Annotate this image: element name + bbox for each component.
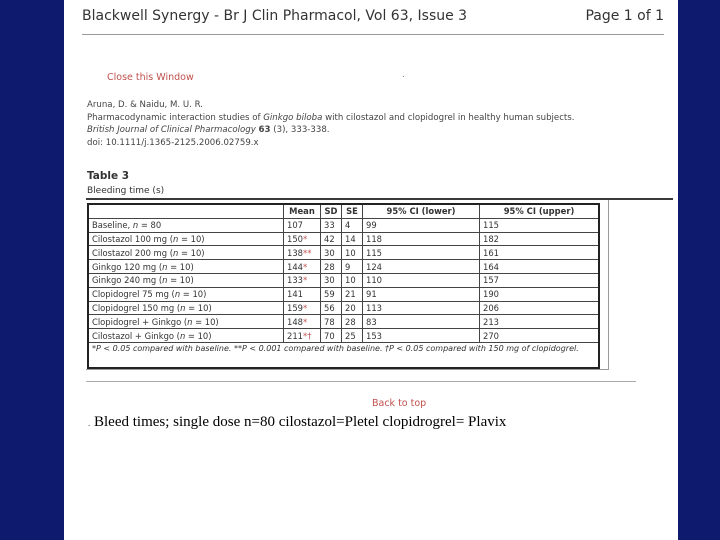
significance-mark: ** [303, 247, 312, 258]
row-label-n: n [179, 330, 186, 341]
header-cell: SE [342, 204, 363, 218]
significance-mark: * [303, 275, 308, 286]
back-to-top-link[interactable]: Back to top [372, 398, 427, 409]
table-footnote-row [88, 342, 599, 368]
row-label-text: Cilostazol 200 mg ( [92, 247, 173, 258]
sd-cell: 30 [321, 273, 342, 287]
ci-upper-cell: 182 [480, 232, 600, 246]
header-cell: Mean [284, 204, 321, 218]
mean-value: 159 [287, 302, 303, 313]
ci-upper-cell: 164 [480, 260, 600, 274]
row-label-text: Clopidogrel 150 mg ( [92, 302, 181, 313]
mean-cell [284, 273, 321, 287]
sd-cell: 28 [321, 260, 342, 274]
page-number: Page 1 of 1 [585, 8, 664, 24]
mean-cell [284, 287, 321, 301]
row-label-n: n [172, 233, 179, 244]
row-label-n: n [187, 316, 193, 327]
sd-cell: 33 [321, 218, 342, 232]
se-cell: 28 [342, 315, 363, 329]
row-label-text: = 10) [180, 289, 207, 300]
row-label-n: n [162, 275, 168, 286]
bleeding-time-table [87, 203, 600, 369]
mean-cell [284, 218, 321, 232]
citation-volume: 63 [258, 125, 271, 136]
ci-lower-cell: 118 [363, 232, 480, 246]
citation-pages: (3), 333-338. [270, 125, 330, 136]
se-cell: 4 [342, 218, 363, 232]
row-label-text: = 10) [192, 316, 219, 327]
row-label-text: = 10) [167, 275, 194, 286]
citation-journal-line [87, 124, 672, 137]
mean-cell [284, 329, 321, 343]
row-label-text: Cilostazol 100 mg ( [92, 233, 173, 244]
citation-journal: British Journal of Clinical Pharmacology [87, 125, 256, 136]
header-title: Blackwell Synergy - Br J Clin Pharmacol, Vol 63, Issue 3 [82, 8, 468, 24]
citation-title-part: with cilostazol and clopidogrel in healthy human subjects. [322, 112, 575, 123]
header-cell: 95% CI (upper) [480, 204, 600, 218]
se-cell: 10 [342, 273, 363, 287]
row-label-text: = 80 [138, 220, 162, 231]
table-body [88, 218, 599, 342]
significance-mark: * [303, 316, 308, 327]
row-label [88, 260, 284, 274]
citation-title [87, 112, 672, 125]
table-row [88, 273, 599, 287]
row-label-text: = 10) [185, 302, 212, 313]
row-label-text: Clopidogrel 75 mg ( [92, 289, 175, 300]
significance-mark: * [303, 233, 308, 244]
citation-title-italic: Ginkgo biloba [263, 112, 323, 123]
document-page [64, 0, 678, 540]
page-header [82, 6, 664, 35]
citation-authors: Aruna, D. & Naidu, M. U. R. [87, 100, 204, 110]
ci-lower-cell: 113 [363, 301, 480, 315]
row-label-n: n [172, 247, 179, 258]
mean-value: 144 [287, 261, 303, 272]
slide-caption [88, 414, 506, 431]
mean-value: 107 [287, 220, 303, 231]
se-cell: 14 [342, 232, 363, 246]
row-label-text: = 10) [167, 261, 194, 272]
sd-cell: 59 [321, 287, 342, 301]
ci-upper-cell: 161 [480, 246, 600, 260]
se-cell: 20 [342, 301, 363, 315]
caption-dot: . [88, 418, 91, 428]
sd-cell: 78 [321, 315, 342, 329]
row-label [88, 329, 284, 343]
table-footnote: *P < 0.05 compared with baseline. **P < 0.001 compared with baseline. †P < 0.05 compared with 150 mg of clopidogrel. [88, 342, 599, 368]
se-cell: 25 [342, 329, 363, 343]
ci-upper-cell: 270 [480, 329, 600, 343]
mean-value: 138 [287, 247, 303, 258]
row-label-text: Clopidogrel + Ginkgo ( [92, 316, 188, 327]
ci-lower-cell: 83 [363, 315, 480, 329]
significance-mark: * [303, 261, 308, 272]
row-label [88, 301, 284, 315]
row-label-text: Ginkgo 120 mg ( [92, 261, 163, 272]
ci-lower-cell: 91 [363, 287, 480, 301]
ci-upper-cell: 213 [480, 315, 600, 329]
close-window-link[interactable]: Close this Window [107, 72, 194, 83]
header-cell: SD [321, 204, 342, 218]
row-label-text: Baseline, [92, 220, 133, 231]
se-cell: 21 [342, 287, 363, 301]
row-label [88, 246, 284, 260]
ci-upper-cell: 157 [480, 273, 600, 287]
table-row [88, 301, 599, 315]
significance-mark: *† [303, 330, 312, 341]
table-row [88, 246, 599, 260]
table-row [88, 218, 599, 232]
ci-lower-cell: 115 [363, 246, 480, 260]
table-row [88, 315, 599, 329]
citation-title-part: Pharmacodynamic interaction studies of [87, 112, 264, 123]
row-label [88, 232, 284, 246]
row-label-text: Ginkgo 240 mg ( [92, 275, 163, 286]
sd-cell: 70 [321, 329, 342, 343]
table-row [88, 260, 599, 274]
mean-cell [284, 315, 321, 329]
row-label-n: n [180, 302, 186, 313]
header-cell [88, 204, 284, 218]
mean-cell [284, 232, 321, 246]
row-label-text: = 10) [185, 330, 212, 341]
mean-value: 211 [287, 330, 303, 341]
row-label-n: n [162, 261, 168, 272]
table-row [88, 329, 599, 343]
mean-value: 150 [287, 233, 303, 244]
sd-cell: 42 [321, 232, 342, 246]
citation-block [87, 99, 672, 149]
se-cell: 10 [342, 246, 363, 260]
mean-value: 141 [287, 289, 303, 300]
row-label [88, 315, 284, 329]
se-cell: 9 [342, 260, 363, 274]
row-label-n: n [174, 289, 181, 300]
divider [86, 381, 636, 382]
table-header-row [88, 204, 599, 218]
ci-lower-cell: 99 [363, 218, 480, 232]
table-frame [86, 200, 609, 370]
header-cell: 95% CI (lower) [363, 204, 480, 218]
row-label [88, 273, 284, 287]
table-row [88, 232, 599, 246]
stray-dot: . [402, 70, 405, 80]
ci-upper-cell: 190 [480, 287, 600, 301]
citation-doi: doi: 10.1111/j.1365-2125.2006.02759.x [87, 137, 259, 148]
mean-cell [284, 246, 321, 260]
ci-lower-cell: 110 [363, 273, 480, 287]
row-label-n: n [132, 220, 139, 231]
row-label [88, 287, 284, 301]
caption-text: Bleed times; single dose n=80 cilostazol=Pletel clopidrogrel= Plavix [94, 414, 507, 430]
row-label-text: = 10) [178, 247, 205, 258]
mean-cell [284, 301, 321, 315]
mean-value: 133 [287, 275, 303, 286]
significance-mark: * [303, 302, 308, 313]
row-label-text: = 10) [178, 233, 205, 244]
table-title: Table 3 [87, 170, 130, 182]
row-label [88, 218, 284, 232]
mean-value: 148 [287, 316, 303, 327]
table-subtitle: Bleeding time (s) [87, 186, 165, 196]
ci-lower-cell: 124 [363, 260, 480, 274]
mean-cell [284, 260, 321, 274]
table-row [88, 287, 599, 301]
row-label-text: Cilostazol + Ginkgo ( [92, 330, 180, 341]
ci-upper-cell: 115 [480, 218, 600, 232]
ci-upper-cell: 206 [480, 301, 600, 315]
ci-lower-cell: 153 [363, 329, 480, 343]
sd-cell: 30 [321, 246, 342, 260]
sd-cell: 56 [321, 301, 342, 315]
